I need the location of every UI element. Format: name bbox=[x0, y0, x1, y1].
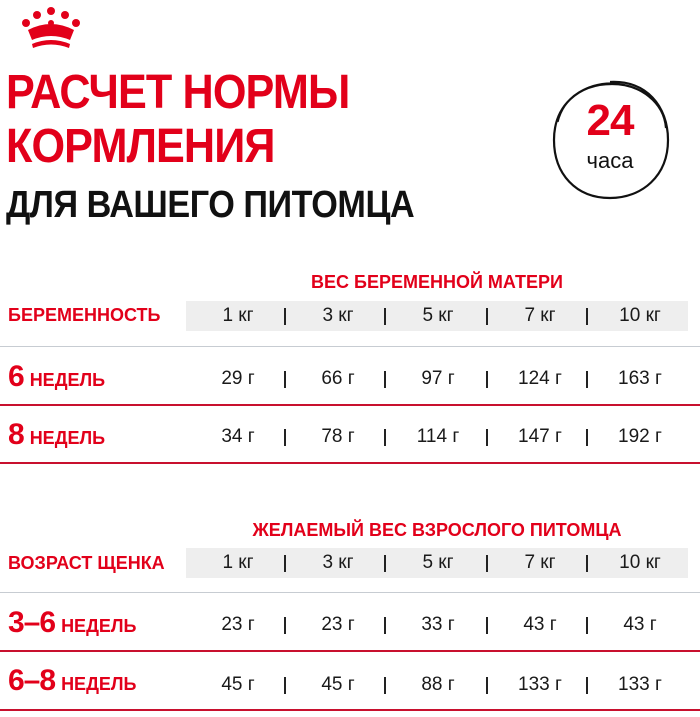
column-divider bbox=[586, 617, 588, 634]
row-divider bbox=[0, 709, 700, 711]
column-divider bbox=[486, 555, 488, 572]
table-cell: 133 г bbox=[618, 674, 662, 695]
column-divider bbox=[486, 308, 488, 325]
column-header: 1 кг bbox=[222, 305, 254, 326]
column-divider bbox=[384, 371, 386, 388]
pregnancy-row-label bbox=[8, 360, 105, 394]
table-cell: 133 г bbox=[518, 674, 562, 695]
column-divider bbox=[384, 677, 386, 694]
column-divider bbox=[384, 429, 386, 446]
table-cell: 45 г bbox=[321, 674, 355, 695]
column-divider bbox=[486, 429, 488, 446]
puppy-row-label bbox=[8, 664, 136, 698]
table-cell: 43 г bbox=[523, 614, 557, 635]
table-cell: 43 г bbox=[623, 614, 657, 635]
row-label-unit: НЕДЕЛЬ bbox=[29, 428, 106, 448]
row-label-number: 8 bbox=[8, 418, 24, 451]
table-row bbox=[186, 610, 688, 640]
column-header: 5 кг bbox=[422, 552, 454, 573]
puppy-row-label bbox=[8, 606, 136, 640]
column-divider bbox=[486, 617, 488, 634]
row-divider bbox=[0, 404, 700, 406]
column-header: 3 кг bbox=[322, 305, 354, 326]
pregnancy-table-caption: ВЕС БЕРЕМЕННОЙ МАТЕРИ bbox=[311, 272, 563, 292]
row-label-number: 6 bbox=[8, 360, 24, 393]
column-divider bbox=[586, 677, 588, 694]
column-header: 10 кг bbox=[619, 305, 661, 326]
table-cell: 34 г bbox=[221, 426, 255, 447]
table-cell: 78 г bbox=[321, 426, 355, 447]
row-label-unit: НЕДЕЛЬ bbox=[29, 370, 106, 390]
column-divider bbox=[586, 429, 588, 446]
column-divider bbox=[486, 677, 488, 694]
column-divider bbox=[384, 617, 386, 634]
column-divider bbox=[284, 371, 286, 388]
table-divider bbox=[0, 346, 700, 347]
column-divider bbox=[586, 371, 588, 388]
table-row bbox=[186, 670, 688, 700]
row-label-unit: НЕДЕЛЬ bbox=[61, 674, 137, 694]
royal-canin-crown-icon bbox=[20, 6, 82, 52]
column-divider bbox=[586, 555, 588, 572]
badge-unit: часа bbox=[586, 148, 634, 173]
column-divider bbox=[284, 429, 286, 446]
column-divider bbox=[586, 308, 588, 325]
column-header: 5 кг bbox=[422, 305, 454, 326]
table-cell: 124 г bbox=[518, 368, 562, 389]
table-cell: 88 г bbox=[421, 674, 455, 695]
table-cell: 163 г bbox=[618, 368, 662, 389]
row-label-number: 6–8 bbox=[8, 664, 56, 697]
column-header: 3 кг bbox=[322, 552, 354, 573]
table-cell: 192 г bbox=[618, 426, 662, 447]
column-header: 7 кг bbox=[524, 552, 556, 573]
title-subtitle: ДЛЯ ВАШЕГО ПИТОМЦА bbox=[6, 184, 415, 226]
table-cell: 33 г bbox=[421, 614, 455, 635]
column-header: 7 кг bbox=[524, 305, 556, 326]
title-line-2: КОРМЛЕНИЯ bbox=[6, 120, 275, 173]
table-row bbox=[186, 364, 688, 394]
column-divider bbox=[284, 555, 286, 572]
column-header: 1 кг bbox=[222, 552, 254, 573]
column-divider bbox=[284, 308, 286, 325]
table-cell: 97 г bbox=[421, 368, 455, 389]
title-line-1: РАСЧЕТ НОРМЫ bbox=[6, 66, 350, 119]
column-divider bbox=[384, 308, 386, 325]
puppy-row-header: ВОЗРАСТ ЩЕНКА bbox=[8, 553, 165, 573]
table-cell: 66 г bbox=[321, 368, 355, 389]
column-divider bbox=[284, 617, 286, 634]
table-cell: 23 г bbox=[321, 614, 355, 635]
table-cell: 147 г bbox=[518, 426, 562, 447]
table-cell: 114 г bbox=[416, 426, 460, 447]
daily-badge bbox=[550, 78, 680, 210]
table-divider bbox=[0, 592, 700, 593]
pregnancy-row-header: БЕРЕМЕННОСТЬ bbox=[8, 305, 161, 325]
table-row bbox=[186, 422, 688, 452]
row-label-number: 3–6 bbox=[8, 606, 56, 639]
table-cell: 45 г bbox=[221, 674, 255, 695]
table-cell: 29 г bbox=[221, 368, 255, 389]
row-label-unit: НЕДЕЛЬ bbox=[61, 616, 137, 636]
row-divider bbox=[0, 650, 700, 652]
pregnancy-row-label bbox=[8, 418, 105, 452]
puppy-column-header-bar bbox=[186, 548, 688, 578]
puppy-table-caption: ЖЕЛАЕМЫЙ ВЕС ВЗРОСЛОГО ПИТОМЦА bbox=[252, 520, 622, 540]
column-divider bbox=[284, 677, 286, 694]
column-divider bbox=[384, 555, 386, 572]
table-cell: 23 г bbox=[221, 614, 255, 635]
column-header: 10 кг bbox=[619, 552, 661, 573]
row-divider bbox=[0, 462, 700, 464]
column-divider bbox=[486, 371, 488, 388]
badge-number: 24 bbox=[586, 96, 634, 145]
pregnancy-column-header-bar bbox=[186, 301, 688, 331]
page-title bbox=[6, 66, 460, 228]
